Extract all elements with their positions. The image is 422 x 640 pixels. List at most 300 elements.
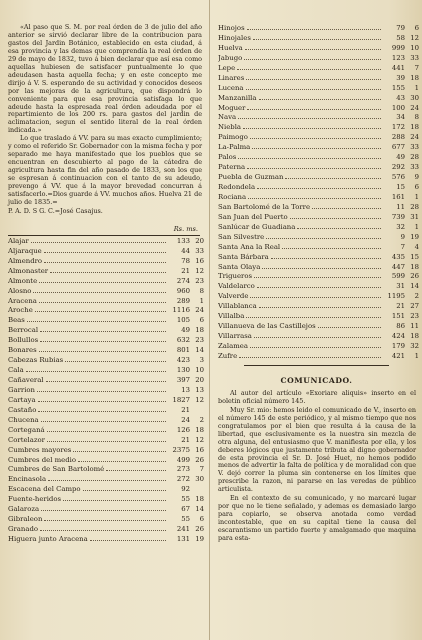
reales-value: 155 xyxy=(391,83,405,92)
table-row xyxy=(8,405,204,415)
leader-dots xyxy=(37,385,166,392)
reales-value: 161 xyxy=(391,192,405,201)
maravedis-value: 6 xyxy=(199,316,204,325)
table-row xyxy=(218,321,419,331)
leader-dots xyxy=(78,455,166,462)
reales-value: 43 xyxy=(396,93,405,102)
table-row xyxy=(8,296,204,306)
town-name: Jabugo xyxy=(218,53,243,62)
maravedis-value: 20 xyxy=(195,376,204,385)
table-row xyxy=(8,455,204,465)
reales-value: 78 xyxy=(181,256,190,265)
reales-value: 34 xyxy=(396,113,405,122)
maravedis-value: 33 xyxy=(410,163,419,172)
town-name: Valdelarco xyxy=(218,282,255,291)
column-divider xyxy=(209,0,210,640)
maravedis-value: 2 xyxy=(199,415,204,424)
reales-value: 274 xyxy=(176,276,190,285)
leader-dots xyxy=(65,355,166,362)
reales-value: 39 xyxy=(396,73,405,82)
table-row xyxy=(8,395,204,405)
table-row xyxy=(218,212,419,222)
table-row xyxy=(218,103,419,113)
maravedis-value: 28 xyxy=(410,202,419,211)
leader-dots xyxy=(247,23,381,30)
table-row xyxy=(218,73,419,83)
town-name: Trigueros xyxy=(218,272,252,281)
maravedis-value: 33 xyxy=(195,246,204,255)
table-row xyxy=(8,375,204,385)
maravedis-value: 13 xyxy=(195,385,204,394)
town-name: Manzanilla xyxy=(218,93,257,102)
town-name: Escacena del Campo xyxy=(8,485,81,494)
maravedis-value: 19 xyxy=(410,232,419,241)
table-row xyxy=(8,236,204,246)
table-row xyxy=(218,351,419,361)
maravedis-value: 14 xyxy=(410,282,419,291)
debt-list-right xyxy=(214,23,419,361)
town-name: Redondela xyxy=(218,183,256,191)
maravedis-value: 33 xyxy=(410,143,419,152)
table-row xyxy=(218,281,419,291)
leader-dots xyxy=(50,266,166,273)
maravedis-value: 19 xyxy=(195,535,204,544)
maravedis-value: 24 xyxy=(410,103,419,112)
leader-dots xyxy=(257,182,381,189)
table-row xyxy=(218,93,419,103)
leader-dots xyxy=(38,405,166,412)
maravedis-value: 8 xyxy=(414,113,419,122)
town-name: Hinojos xyxy=(218,24,245,32)
reales-value: 272 xyxy=(176,475,190,484)
maravedis-value: 31 xyxy=(410,212,419,221)
communique-paragraph-1: Muy Sr. mio: hemos leido el comunicado de V., inserto en el número 145 de este periódico, y al mismo tiempo que nos congratulamos por el bien que resulta á la causa de la libertad, que esclusivamente es la nuestra sin mezcla de otra alguna, del entusiasmo que V. manifiesta por ella, y los deberes lógicos que justamente tributa al digno gobernador de esta provincia el Sr. D. José Huet, no hemos podido menos de advertir la falta de política y de moralidad con que V. dejó correr la pluma sin contenerse en los límites que prescribe la razon, ni pararse en las veredas de público articulista. xyxy=(218,405,416,494)
leader-dots xyxy=(262,262,381,269)
town-name: Palos xyxy=(218,153,237,162)
table-row xyxy=(8,504,204,514)
maravedis-value: 1 xyxy=(414,351,419,360)
leader-dots xyxy=(254,331,381,338)
table-row xyxy=(8,345,204,355)
table-row xyxy=(8,325,204,335)
table-row xyxy=(218,202,419,212)
reales-value: 677 xyxy=(391,143,405,152)
leader-dots xyxy=(44,514,166,521)
reales-value: 67 xyxy=(181,505,190,514)
town-name: Villanueva de las Castillejos xyxy=(218,322,316,331)
town-name: Alajar xyxy=(8,236,29,245)
reales-value: 1827 xyxy=(172,395,190,404)
reales-value: 292 xyxy=(391,163,405,172)
table-row xyxy=(8,435,204,445)
leader-dots xyxy=(48,474,166,481)
leader-dots xyxy=(106,464,166,471)
leader-dots xyxy=(254,271,381,278)
maravedis-value: 23 xyxy=(410,312,419,321)
reales-value: 1195 xyxy=(387,292,405,301)
maravedis-value: 1 xyxy=(414,83,419,92)
leader-dots xyxy=(253,33,381,40)
leader-dots xyxy=(244,53,381,60)
table-row xyxy=(8,286,204,296)
table-row xyxy=(218,232,419,242)
table-row xyxy=(8,276,204,286)
town-name: Cañaveral xyxy=(8,376,44,385)
maravedis-value: 18 xyxy=(410,73,419,82)
table-row xyxy=(8,246,204,256)
table-row xyxy=(218,112,419,122)
leader-dots xyxy=(41,504,166,511)
table-row xyxy=(218,182,419,192)
town-name: San Silvestre xyxy=(218,232,265,241)
town-name: Chucena xyxy=(8,415,39,424)
town-name: Cala xyxy=(8,366,24,375)
left-column xyxy=(4,0,204,544)
table-row xyxy=(218,331,419,341)
town-name: Santa Bárbara xyxy=(218,252,269,261)
reales-value: 86 xyxy=(396,322,405,331)
leader-dots xyxy=(312,202,381,209)
section-rule xyxy=(244,365,389,366)
reales-value: 49 xyxy=(181,326,190,335)
town-name: Cortelazor xyxy=(8,435,45,444)
leader-dots xyxy=(40,335,166,342)
leader-dots xyxy=(63,494,166,501)
reales-value: 9 xyxy=(400,232,405,241)
leader-dots xyxy=(31,236,166,243)
town-name: La-Palma xyxy=(218,143,251,152)
leader-dots xyxy=(246,83,382,90)
town-name: Lepe xyxy=(218,63,236,72)
leader-dots xyxy=(245,43,381,50)
maravedis-value: 18 xyxy=(410,332,419,341)
reales-value: 21 xyxy=(181,405,190,414)
reales-value: 273 xyxy=(176,465,190,474)
reales-value: 126 xyxy=(176,425,190,434)
reales-value: 31 xyxy=(396,282,405,291)
maravedis-value: 18 xyxy=(410,123,419,132)
table-row xyxy=(8,464,204,474)
table-row xyxy=(218,222,419,232)
leader-dots xyxy=(41,415,166,422)
reales-value: 15 xyxy=(396,183,405,191)
leader-dots xyxy=(44,256,166,263)
reales-value: 421 xyxy=(391,351,405,360)
leader-dots xyxy=(47,425,166,432)
town-name: Berrocal xyxy=(8,326,39,335)
table-row xyxy=(218,132,419,142)
reales-value: 179 xyxy=(391,342,405,350)
table-row xyxy=(8,315,204,325)
table-row xyxy=(8,534,204,544)
leader-dots xyxy=(271,252,381,259)
leader-dots xyxy=(44,246,166,253)
leader-dots xyxy=(259,93,382,100)
maravedis-value: 32 xyxy=(410,342,419,350)
maravedis-value: 4 xyxy=(414,242,419,251)
town-name: Cartaya xyxy=(8,395,36,404)
town-name: Lucena xyxy=(218,83,244,92)
reales-value: 32 xyxy=(396,222,405,231)
maravedis-value: 1 xyxy=(414,192,419,201)
reales-value: 49 xyxy=(396,153,405,162)
reales-value: 123 xyxy=(391,53,405,62)
table-row xyxy=(8,266,204,276)
maravedis-value: 23 xyxy=(195,276,204,285)
table-row xyxy=(8,474,204,484)
leader-dots xyxy=(90,534,166,541)
table-row xyxy=(218,192,419,202)
town-name: Encinasola xyxy=(8,475,47,484)
table-row xyxy=(8,385,204,395)
reales-value: 435 xyxy=(391,252,405,261)
leader-dots xyxy=(238,152,381,159)
debt-list-left xyxy=(4,236,204,544)
reales-value: 2375 xyxy=(172,445,190,454)
leader-dots xyxy=(318,321,381,328)
table-row xyxy=(218,172,419,182)
leader-dots xyxy=(35,305,166,312)
leader-dots xyxy=(266,232,381,239)
table-row xyxy=(8,445,204,455)
maravedis-value: 33 xyxy=(410,53,419,62)
town-name: Fuente-heridos xyxy=(8,495,62,504)
maravedis-value: 2 xyxy=(414,292,419,301)
reales-value: 172 xyxy=(391,123,405,132)
table-row xyxy=(8,514,204,524)
leader-dots xyxy=(47,435,166,442)
table-row xyxy=(218,301,419,311)
reales-value: 24 xyxy=(181,415,190,424)
table-row xyxy=(8,415,204,425)
town-name: Aracena xyxy=(8,296,37,305)
reales-value: 7 xyxy=(400,242,405,251)
reales-value: 100 xyxy=(391,103,405,112)
town-name: Paterna xyxy=(218,163,246,172)
maravedis-value: 12 xyxy=(195,266,204,275)
reales-value: 79 xyxy=(396,24,405,32)
reales-value: 289 xyxy=(176,296,190,305)
maravedis-value: 28 xyxy=(410,153,419,162)
leader-dots xyxy=(297,222,381,229)
reales-value: 105 xyxy=(176,316,190,325)
town-name: Cumbres de San Bartolomé xyxy=(8,465,105,474)
town-name: Bollullos xyxy=(8,336,39,345)
table-row xyxy=(218,252,419,262)
table-row xyxy=(218,341,419,351)
maravedis-value: 8 xyxy=(199,286,204,295)
reales-value: 576 xyxy=(391,173,405,182)
maravedis-value: 30 xyxy=(410,93,419,102)
maravedis-value: 18 xyxy=(410,262,419,271)
reales-value: 960 xyxy=(176,286,190,295)
leader-dots xyxy=(250,291,381,298)
leader-dots xyxy=(26,365,166,372)
maravedis-value: 6 xyxy=(414,24,419,32)
table-row xyxy=(8,524,204,534)
maravedis-value: 18 xyxy=(195,326,204,335)
leader-dots xyxy=(250,341,381,348)
reales-value: 130 xyxy=(176,366,190,375)
maravedis-value: 23 xyxy=(195,336,204,345)
reales-value: 133 xyxy=(176,236,190,245)
reales-value: 739 xyxy=(391,212,405,221)
table-row xyxy=(218,291,419,301)
reales-value: 241 xyxy=(176,525,190,534)
maravedis-value: 26 xyxy=(195,455,204,464)
reales-value: 131 xyxy=(176,535,190,544)
town-name: Castaño xyxy=(8,405,37,414)
leader-dots xyxy=(257,281,381,288)
table-row xyxy=(218,162,419,172)
table-row xyxy=(8,365,204,375)
town-name: Beas xyxy=(8,316,25,325)
table-row xyxy=(218,152,419,162)
leader-dots xyxy=(46,375,166,382)
leader-dots xyxy=(247,162,381,169)
maravedis-value: 27 xyxy=(410,302,419,311)
maravedis-value: 16 xyxy=(195,256,204,265)
town-name: Huelva xyxy=(218,43,243,52)
table-row xyxy=(8,305,204,315)
maravedis-value: 20 xyxy=(195,236,204,245)
reales-value: 92 xyxy=(181,485,190,494)
leader-dots xyxy=(40,325,166,332)
town-name: Sanlúcar de Guadiana xyxy=(218,222,296,231)
leader-dots xyxy=(38,395,166,402)
leader-dots xyxy=(243,122,381,129)
leader-dots xyxy=(27,315,166,322)
maravedis-value: 11 xyxy=(410,322,419,331)
town-name: Galaroza xyxy=(8,505,40,514)
reales-value: 801 xyxy=(176,346,190,355)
table-row xyxy=(8,484,204,494)
town-name: Aljaraque xyxy=(8,246,42,255)
town-name: San Juan del Puerto xyxy=(218,212,288,221)
leader-dots xyxy=(250,132,381,139)
town-name: Almonaster xyxy=(8,266,49,275)
table-row xyxy=(218,33,419,43)
table-row xyxy=(218,271,419,281)
right-column xyxy=(214,0,419,543)
order-paragraph-2: Lo que traslado á VV. para su mas exacto cumplimiento; y como el referido Sr. Gobernador con la misma fecha y por separado me haya manifestado que los pueblos que se encuentran en descubierto al pago de la cátedra de agricultura hasta fin del año pasado de 1833, son los que se espresan á continuacion con el tanto de su adeudo, prevengo á VV. que á la mayor brevedad concurran á satisfacerlo.=Dios guarde á VV. muchos años. Huelva 21 de julio de 1835.= xyxy=(8,134,202,206)
communique-paragraph-2: En el contexto de su comunicado, y no marcaré lugar por que no le tiene señalado, y ademas es demasiado largo para copiarlo, se observa anotada como verdad incontestable, que en su capital tiene la causa del escarantismo un partido fuerte y amalgamado que maquina para esta- xyxy=(218,494,416,543)
town-name: Cumbres del medio xyxy=(8,455,77,464)
communique-addressee: Al autor del artículo «Exoriare aliquis» inserto en el boletin oficial número 145. xyxy=(218,388,416,405)
leader-dots xyxy=(247,103,381,110)
table-row xyxy=(8,425,204,435)
reales-value: 55 xyxy=(181,495,190,504)
town-name: Villablanca xyxy=(218,302,257,311)
reales-value: 21 xyxy=(181,266,190,275)
town-name: Santa Ana la Real xyxy=(218,242,281,251)
reales-value: 11 xyxy=(396,202,405,211)
town-name: Niebla xyxy=(218,123,242,132)
town-name: Almonte xyxy=(8,276,38,285)
table-row xyxy=(218,43,419,53)
communique-heading: COMUNICADO. xyxy=(280,375,353,385)
town-name: Villalba xyxy=(218,312,245,321)
reales-value: 441 xyxy=(391,63,405,72)
town-name: Puebla de Guzman xyxy=(218,173,284,182)
table-row xyxy=(8,335,204,345)
town-name: Garrion xyxy=(8,385,35,394)
table-row xyxy=(8,256,204,266)
maravedis-value: 14 xyxy=(195,346,204,355)
leader-dots xyxy=(252,142,381,149)
reales-value: 21 xyxy=(396,302,405,311)
maravedis-value: 26 xyxy=(410,272,419,281)
maravedis-value: 18 xyxy=(195,425,204,434)
maravedis-value: 1 xyxy=(414,222,419,231)
reales-value: 58 xyxy=(396,33,405,42)
maravedis-value: 10 xyxy=(195,366,204,375)
town-name: Almendro xyxy=(8,256,43,265)
signature: P. A. D. S G. C.=José Casajus. xyxy=(8,206,103,215)
maravedis-value: 3 xyxy=(199,356,204,365)
leader-dots xyxy=(39,276,166,283)
leader-dots xyxy=(33,286,166,293)
town-name: Rociana xyxy=(218,192,247,201)
leader-dots xyxy=(239,351,381,358)
town-name: Villarrasa xyxy=(218,332,252,341)
town-name: Zalamea xyxy=(218,342,248,350)
reales-value: 55 xyxy=(181,515,190,524)
reales-value: 447 xyxy=(391,262,405,271)
town-name: Gibraleon xyxy=(8,515,43,524)
maravedis-value: 6 xyxy=(414,183,419,191)
maravedis-value: 12 xyxy=(410,33,419,42)
table-row xyxy=(218,63,419,73)
town-name: Nava xyxy=(218,113,237,122)
leader-dots xyxy=(39,345,166,352)
town-name: Santa Olaya xyxy=(218,262,261,271)
leader-dots xyxy=(237,63,381,70)
table-row xyxy=(218,142,419,152)
leader-dots xyxy=(39,296,166,303)
leader-dots xyxy=(285,172,381,179)
leader-dots xyxy=(246,311,381,318)
maravedis-value: 16 xyxy=(195,445,204,454)
maravedis-value: 24 xyxy=(195,306,204,315)
leader-dots xyxy=(246,73,381,80)
leader-dots xyxy=(282,242,381,249)
reales-value: 599 xyxy=(391,272,405,281)
town-name: San Bartolomé de la Torre xyxy=(218,202,311,211)
maravedis-value: 24 xyxy=(410,133,419,142)
maravedis-value: 7 xyxy=(199,465,204,474)
reales-value: 424 xyxy=(391,332,405,341)
reales-value: 632 xyxy=(176,336,190,345)
table-row xyxy=(218,83,419,93)
town-name: Cabezas Rubias xyxy=(8,356,64,365)
maravedis-value: 14 xyxy=(195,505,204,514)
maravedis-value: 26 xyxy=(195,525,204,534)
table-row xyxy=(218,242,419,252)
maravedis-value: 10 xyxy=(410,43,419,52)
leader-dots xyxy=(248,192,381,199)
leader-dots xyxy=(238,112,381,119)
leader-dots xyxy=(40,524,166,531)
maravedis-value: 7 xyxy=(414,63,419,72)
reales-value: 21 xyxy=(181,435,190,444)
maravedis-value: 18 xyxy=(195,495,204,504)
reales-value: 13 xyxy=(181,385,190,394)
reales-value: 397 xyxy=(176,376,190,385)
column-header-rs-ms: Rs. ms. xyxy=(173,224,198,233)
town-name: Zufre xyxy=(218,351,238,360)
town-name: Higuera junto Aracena xyxy=(8,535,88,544)
